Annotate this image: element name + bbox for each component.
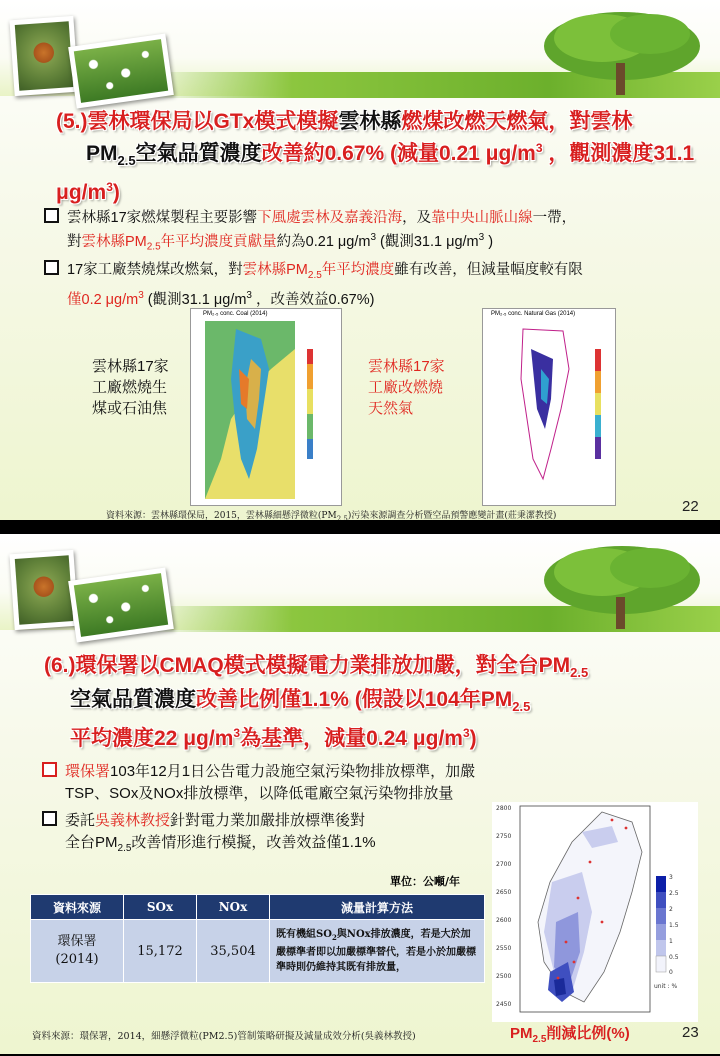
- slide-separator: [0, 520, 720, 534]
- bullet-square-icon: [42, 762, 57, 777]
- bird-photo: [9, 550, 78, 630]
- map-reduction: [492, 802, 698, 1022]
- emission-table: [30, 894, 485, 983]
- map-gas-title: PM₂.₅ conc. Natural Gas (2014): [491, 311, 576, 317]
- tree-illustration: [532, 8, 702, 98]
- col-header-source: 資料來源: [31, 895, 124, 920]
- map-reduction-figure: [492, 802, 698, 1022]
- scale-label: 2: [669, 906, 673, 913]
- caption-coal: 雲林縣17家 工廠燃燒生 煤或石油焦: [92, 358, 169, 417]
- unit-label: 單位：公噸/年: [390, 875, 461, 888]
- map-coal-title: PM₂.₅ conc. Coal (2014): [203, 311, 268, 317]
- page-number: 22: [682, 498, 699, 515]
- map-natural-gas: [482, 308, 616, 506]
- bullet-square-icon: [42, 811, 57, 826]
- slide-22: [0, 0, 720, 520]
- map-coal-figure: [191, 309, 341, 505]
- col-header-sox: SOx: [124, 895, 197, 920]
- cell-method: 既有機組$SO_2$與NOx排放濃度，若是大於加嚴標準者即以加嚴標準替代，若是小於加嚴標準時則仍維持其既有排放量，: [270, 920, 485, 983]
- col-header-nox: NOx: [197, 895, 270, 920]
- cell-nox: 35,504: [197, 920, 270, 983]
- col-header-method: 減量計算方法: [270, 895, 485, 920]
- map-gas-figure: [483, 309, 615, 505]
- source-note: 資料來源：環保署，2014，細懸浮微粒(PM2.5)管制策略研擬及減量成效分析(吳義林教授): [32, 1031, 416, 1042]
- y-tick: 2500: [496, 973, 512, 980]
- cell-source: 環保署 (2014): [31, 920, 124, 983]
- cell-sox: 15,172: [124, 920, 197, 983]
- scale-label: 0: [669, 969, 673, 976]
- bird-photo: [9, 16, 78, 96]
- scale-label: 0.5: [669, 954, 679, 961]
- bullet-2: 委託吳義林教授針對電力業加嚴排放標準後對 全台$PM_{2.5}$改善情形進行模擬，改善效益僅1.1%: [42, 810, 502, 860]
- y-tick: 2750: [496, 833, 512, 840]
- bullet-square-icon: [44, 260, 59, 275]
- scale-label: 3: [669, 874, 673, 881]
- page-number: 23: [682, 1024, 699, 1041]
- bullet-1: 環保署103年12月1日公告電力設施空氣污染物排放標準，加嚴 TSP、SOx及NOx排放標準，以降低電廠空氣污染物排放量: [42, 761, 642, 805]
- bullet-1: 雲林縣17家燃煤製程主要影響下風處雲林及嘉義沿海，及靠中央山脈山線一帶， 對雲林縣$PM_{2.5}$年平均濃度貢獻量約為0.21 $\mu g/m^3$ (觀測31.1 $\mu g/m^3$ ): [44, 208, 694, 258]
- table-header-row: [31, 895, 485, 920]
- scale-label: 1.5: [669, 922, 679, 929]
- table-row: [31, 920, 485, 983]
- y-tick: 2700: [496, 861, 512, 868]
- map-unit-label: unit : %: [654, 983, 678, 990]
- slide-23: [0, 534, 720, 1054]
- y-tick: 2650: [496, 889, 512, 896]
- slide-title: (6.)環保署以CMAQ模式模擬電力業排放加嚴，對全台$PM_{2.5}$ 空氣品質濃度改善比例僅1.1% (假設以104年$PM_{2.5}$ 平均濃度22 $\mu g/m^3$為基準，減量0.24 $\mu g/m^3$): [44, 654, 589, 751]
- y-tick: 2800: [496, 805, 512, 812]
- map-caption: $PM_{2.5}$削減比例(%): [510, 1025, 630, 1045]
- map-coal: [190, 308, 342, 506]
- bullet-2: 17家工廠禁燒煤改燃氣，對雲林縣$PM_{2.5}$年平均濃度雖有改善，但減量幅度較有限 僅0.2 $\mu g/m^3$ (觀測31.1 $\mu g/m^3$ ，改善效益0.67%): [44, 260, 694, 310]
- y-tick: 2600: [496, 917, 512, 924]
- source-note: 資料來源：雲林縣環保局，2015，雲林縣細懸浮微粒$(PM_{2.5})$污染來源調查分析暨空品預警應變計畫(莊秉潔教授): [106, 511, 557, 520]
- slide-title: (5.)雲林環保局以GTx模式模擬雲林縣燃煤改燃天燃氣，對雲林 $PM_{2.5}$空氣品質濃度改善約0.67% (減量0.21 $\mu g/m^3$ ，觀測濃度31.1 $\mu g/m^3$): [56, 110, 695, 205]
- tree-illustration: [532, 542, 702, 632]
- y-tick: 2550: [496, 945, 512, 952]
- scale-label: 2.5: [669, 890, 679, 897]
- y-tick: 2450: [496, 1001, 512, 1008]
- bullet-square-icon: [44, 208, 59, 223]
- scale-label: 1: [669, 938, 673, 945]
- caption-natural-gas: 雲林縣17家 工廠改燃燒 天然氣: [368, 358, 445, 417]
